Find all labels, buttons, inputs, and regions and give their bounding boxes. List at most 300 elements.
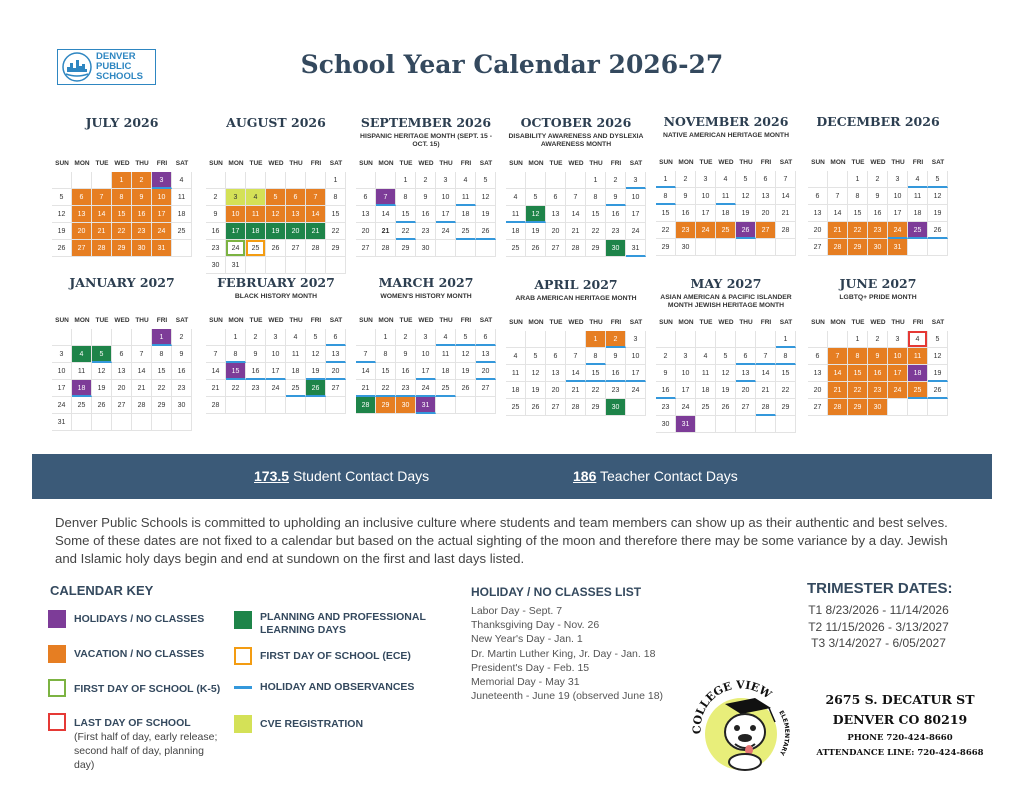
empty-day-cell (306, 172, 326, 189)
weekday-header: THU (135, 160, 149, 167)
calendar-day: 6 (808, 188, 828, 205)
calendar-day: 11 (172, 189, 192, 206)
empty-day-cell (436, 397, 456, 414)
calendar-day: 2 (206, 189, 226, 206)
calendar-day: 24 (626, 223, 646, 240)
calendar-day: 17 (436, 206, 456, 223)
month-calendar (52, 275, 192, 426)
calendar-day: 12 (476, 189, 496, 206)
calendar-day: 21 (206, 380, 226, 397)
month-name: OCTOBER 2026 (520, 115, 632, 130)
empty-day-cell (716, 331, 736, 348)
weekday-header: TUE (851, 159, 865, 166)
calendar-day: 2 (868, 331, 888, 348)
month-subtitle: HISPANIC HERITAGE MONTH (SEPT. 15 - OCT. 15) (360, 133, 492, 148)
calendar-day: 22 (396, 223, 416, 240)
weekday-header: FRI (760, 319, 772, 326)
weekday-header: THU (589, 319, 603, 326)
weekday-header: TUE (249, 160, 263, 167)
list-item: Dr. Martin Luther King, Jr. Day - Jan. 18 (471, 647, 656, 660)
month-day-grid (356, 312, 496, 414)
calendar-day: 22 (112, 223, 132, 240)
calendar-day: 16 (656, 382, 676, 399)
calendar-day: 30 (206, 257, 226, 274)
planning-swatch (234, 611, 252, 629)
month-name: JUNE 2027 (839, 276, 917, 291)
calendar-day: 5 (526, 348, 546, 365)
calendar-day: 2 (606, 172, 626, 189)
calendar-day: 20 (736, 382, 756, 399)
calendar-day: 18 (696, 382, 716, 399)
weekday-header: MON (678, 159, 694, 166)
empty-day-cell (306, 397, 326, 414)
weekday-header: TUE (95, 317, 109, 324)
calendar-day: 30 (416, 240, 436, 257)
calendar-day: 5 (476, 172, 496, 189)
month-name: SEPTEMBER 2026 (360, 115, 492, 130)
calendar-day: 16 (868, 205, 888, 222)
weekday-header: SAT (931, 159, 945, 166)
month-subtitle (52, 133, 192, 149)
calendar-day: 2 (396, 329, 416, 346)
weekday-header: THU (135, 317, 149, 324)
empty-day-cell (566, 172, 586, 189)
calendar-day: 19 (526, 382, 546, 399)
weekday-header: THU (289, 160, 303, 167)
calendar-day: 27 (286, 240, 306, 257)
empty-day-cell (92, 414, 112, 431)
month-name: NOVEMBER 2026 (663, 114, 789, 129)
calendar-day: 24 (888, 382, 908, 399)
calendar-day: 7 (776, 171, 796, 188)
empty-day-cell (696, 416, 716, 433)
calendar-day: 12 (52, 206, 72, 223)
calendar-day: 1 (848, 171, 868, 188)
calendar-day: 7 (206, 346, 226, 363)
calendar-day: 4 (908, 171, 928, 188)
calendar-day: 4 (172, 172, 192, 189)
calendar-day: 5 (928, 171, 948, 188)
key-first-day-ece: FIRST DAY OF SCHOOL (ECE) (234, 647, 411, 665)
college-view-emblem (683, 672, 799, 778)
empty-day-cell (266, 257, 286, 274)
weekday-header: MON (74, 160, 90, 167)
list-item: T2 11/15/2026 - 3/13/2027 (808, 619, 949, 634)
calendar-key-title: CALENDAR KEY (50, 583, 154, 598)
weekday-header: THU (891, 159, 905, 166)
calendar-day: 29 (586, 240, 606, 257)
calendar-day: 22 (656, 222, 676, 239)
calendar-day: 30 (868, 399, 888, 416)
empty-day-cell (456, 240, 476, 257)
calendar-day: 18 (436, 363, 456, 380)
weekday-header: TUE (399, 317, 413, 324)
holiday-list (471, 604, 663, 703)
calendar-day: 15 (586, 206, 606, 223)
calendar-day: 23 (676, 222, 696, 239)
month-subtitle: WOMEN'S HISTORY MONTH (380, 293, 472, 300)
month-day-grid (808, 314, 948, 416)
calendar-day: 20 (112, 380, 132, 397)
month-calendar (656, 276, 796, 428)
calendar-day: 13 (756, 188, 776, 205)
key-observances: HOLIDAY AND OBSERVANCES (234, 680, 414, 694)
calendar-day: 21 (828, 222, 848, 239)
calendar-day: 2 (656, 348, 676, 365)
calendar-day: 13 (356, 206, 376, 223)
calendar-day: 24 (626, 382, 646, 399)
calendar-day: 22 (586, 223, 606, 240)
calendar-day: 3 (696, 171, 716, 188)
calendar-day: 21 (566, 382, 586, 399)
empty-day-cell (172, 414, 192, 431)
weekday-header: SUN (659, 159, 673, 166)
weekday-header: FRI (460, 160, 472, 167)
weekday-header: SUN (359, 160, 373, 167)
calendar-day: 11 (286, 346, 306, 363)
calendar-day: 25 (716, 222, 736, 239)
calendar-day: 9 (396, 346, 416, 363)
empty-day-cell (132, 414, 152, 431)
calendar-day: 29 (848, 399, 868, 416)
calendar-day: 28 (756, 399, 776, 416)
calendar-day: 14 (566, 365, 586, 382)
calendar-day: 3 (52, 346, 72, 363)
calendar-day: 20 (756, 205, 776, 222)
emblem-top-text: COLLEGE VIEW (690, 678, 774, 735)
weekday-header: SAT (779, 159, 793, 166)
calendar-day: 6 (736, 348, 756, 365)
calendar-day: 18 (456, 206, 476, 223)
weekday-header: SAT (175, 160, 189, 167)
calendar-day: 30 (606, 399, 626, 416)
empty-day-cell (776, 239, 796, 256)
calendar-day: 11 (246, 206, 266, 223)
calendar-day: 2 (606, 331, 626, 348)
calendar-day: 3 (888, 331, 908, 348)
calendar-day: 16 (606, 206, 626, 223)
weekday-header: FRI (912, 159, 924, 166)
empty-day-cell (246, 397, 266, 414)
calendar-day: 18 (246, 223, 266, 240)
calendar-day: 3 (626, 331, 646, 348)
calendar-day: 28 (356, 397, 376, 414)
calendar-day: 14 (356, 363, 376, 380)
calendar-day: 18 (908, 365, 928, 382)
calendar-day: 22 (326, 223, 346, 240)
calendar-day: 6 (756, 171, 776, 188)
list-item: Memorial Day - May 31 (471, 676, 580, 689)
month-name: MARCH 2027 (378, 275, 474, 290)
weekday-header: MON (830, 159, 846, 166)
emblem-side-text: ELEMENTARY (777, 709, 791, 757)
calendar-day: 29 (848, 239, 868, 256)
calendar-day: 17 (52, 380, 72, 397)
weekday-header: FRI (310, 317, 322, 324)
calendar-day: 19 (92, 380, 112, 397)
empty-day-cell (526, 331, 546, 348)
calendar-day: 5 (266, 189, 286, 206)
calendar-day: 15 (152, 363, 172, 380)
empty-day-cell (132, 329, 152, 346)
calendar-day: 20 (326, 363, 346, 380)
weekday-header: MON (378, 160, 394, 167)
calendar-day: 10 (626, 348, 646, 365)
calendar-day: 26 (266, 240, 286, 257)
calendar-day: 1 (226, 329, 246, 346)
weekday-header: MON (228, 317, 244, 324)
calendar-day: 8 (656, 188, 676, 205)
empty-day-cell (306, 257, 326, 274)
weekday-header: THU (891, 319, 905, 326)
calendar-day: 15 (326, 206, 346, 223)
calendar-day: 29 (586, 399, 606, 416)
calendar-day: 3 (436, 172, 456, 189)
weekday-header: THU (739, 319, 753, 326)
calendar-day: 27 (72, 240, 92, 257)
calendar-day: 1 (112, 172, 132, 189)
weekday-header: TUE (549, 319, 563, 326)
month-day-grid (656, 154, 796, 256)
calendar-day: 25 (456, 223, 476, 240)
calendar-day: 29 (656, 239, 676, 256)
calendar-day: 2 (868, 171, 888, 188)
empty-day-cell (376, 172, 396, 189)
weekday-header: TUE (699, 159, 713, 166)
calendar-day: 19 (52, 223, 72, 240)
calendar-day: 1 (776, 331, 796, 348)
calendar-day: 12 (92, 363, 112, 380)
calendar-day: 24 (226, 240, 246, 257)
calendar-day: 23 (246, 380, 266, 397)
empty-day-cell (716, 239, 736, 256)
calendar-day: 22 (226, 380, 246, 397)
student-contact-days: 173.5 Student Contact Days (254, 468, 430, 484)
calendar-day: 23 (606, 223, 626, 240)
weekday-header: MON (74, 317, 90, 324)
calendar-day: 28 (92, 240, 112, 257)
calendar-day: 26 (736, 222, 756, 239)
calendar-day: 25 (696, 399, 716, 416)
empty-day-cell (808, 331, 828, 348)
empty-day-cell (506, 331, 526, 348)
calendar-day: 31 (626, 240, 646, 257)
empty-day-cell (266, 172, 286, 189)
calendar-day: 28 (306, 240, 326, 257)
calendar-day: 25 (436, 380, 456, 397)
calendar-day: 16 (246, 363, 266, 380)
calendar-day: 13 (286, 206, 306, 223)
empty-day-cell (266, 397, 286, 414)
k5-swatch (48, 679, 66, 697)
calendar-day: 15 (848, 205, 868, 222)
empty-day-cell (736, 416, 756, 433)
calendar-day: 26 (526, 240, 546, 257)
calendar-day: 7 (756, 348, 776, 365)
empty-day-cell (908, 239, 928, 256)
calendar-day: 14 (828, 205, 848, 222)
calendar-day: 28 (776, 222, 796, 239)
calendar-day: 3 (626, 172, 646, 189)
calendar-day: 25 (908, 382, 928, 399)
month-subtitle: NATIVE AMERICAN HERITAGE MONTH (663, 132, 789, 139)
calendar-day: 9 (132, 189, 152, 206)
calendar-day: 5 (716, 348, 736, 365)
trimester-list (801, 602, 956, 652)
calendar-day: 12 (526, 365, 546, 382)
empty-day-cell (72, 172, 92, 189)
month-calendar (808, 276, 948, 411)
calendar-day: 27 (112, 397, 132, 414)
logo-line: DENVER (96, 51, 136, 62)
calendar-day: 31 (52, 414, 72, 431)
calendar-day: 7 (828, 348, 848, 365)
month-subtitle (206, 133, 346, 149)
weekday-header: MON (528, 319, 544, 326)
calendar-day: 30 (868, 239, 888, 256)
calendar-day: 1 (326, 172, 346, 189)
empty-day-cell (908, 399, 928, 416)
calendar-day: 4 (506, 348, 526, 365)
calendar-day: 6 (476, 329, 496, 346)
calendar-day: 14 (828, 365, 848, 382)
calendar-day: 24 (888, 222, 908, 239)
calendar-day: 4 (72, 346, 92, 363)
calendar-day: 6 (356, 189, 376, 206)
empty-day-cell (928, 239, 948, 256)
calendar-day: 9 (868, 188, 888, 205)
empty-day-cell (626, 399, 646, 416)
calendar-day: 2 (416, 172, 436, 189)
weekday-header: FRI (310, 160, 322, 167)
calendar-day: 23 (396, 380, 416, 397)
vacation-swatch (48, 645, 66, 663)
calendar-day: 28 (376, 240, 396, 257)
calendar-day: 12 (456, 346, 476, 363)
calendar-day: 4 (436, 329, 456, 346)
weekday-header: WED (114, 160, 130, 167)
calendar-day: 25 (908, 222, 928, 239)
calendar-day: 9 (172, 346, 192, 363)
calendar-day: 2 (676, 171, 696, 188)
key-planning: PLANNING AND PROFESSIONAL LEARNING DAYS (234, 611, 450, 637)
calendar-day: 11 (696, 365, 716, 382)
calendar-day: 3 (676, 348, 696, 365)
calendar-day: 10 (696, 188, 716, 205)
weekday-header: FRI (460, 317, 472, 324)
calendar-day: 26 (52, 240, 72, 257)
calendar-day: 28 (828, 399, 848, 416)
calendar-day: 13 (72, 206, 92, 223)
weekday-header: WED (418, 160, 434, 167)
calendar-day: 14 (376, 206, 396, 223)
weekday-header: TUE (95, 160, 109, 167)
calendar-day: 21 (776, 205, 796, 222)
weekday-header: SUN (55, 160, 69, 167)
key-holidays: HOLIDAYS / NO CLASSES (48, 610, 204, 628)
list-item: President's Day - Feb. 15 (471, 661, 590, 674)
calendar-day: 1 (396, 172, 416, 189)
calendar-day: 1 (152, 329, 172, 346)
calendar-day: 22 (586, 382, 606, 399)
calendar-day: 19 (736, 205, 756, 222)
empty-day-cell (546, 331, 566, 348)
calendar-day: 26 (928, 382, 948, 399)
calendar-day: 2 (246, 329, 266, 346)
calendar-day: 12 (736, 188, 756, 205)
empty-day-cell (206, 172, 226, 189)
calendar-day: 20 (808, 382, 828, 399)
calendar-day: 11 (506, 365, 526, 382)
calendar-day: 22 (376, 380, 396, 397)
calendar-day: 19 (306, 363, 326, 380)
weekday-header: WED (418, 317, 434, 324)
calendar-day: 8 (848, 348, 868, 365)
calendar-day: 27 (356, 240, 376, 257)
calendar-day: 11 (908, 188, 928, 205)
empty-day-cell (152, 414, 172, 431)
weekday-header: SUN (659, 319, 673, 326)
month-day-grid (656, 314, 796, 433)
calendar-day: 11 (456, 189, 476, 206)
calendar-day: 29 (396, 240, 416, 257)
calendar-day: 19 (476, 206, 496, 223)
empty-day-cell (808, 171, 828, 188)
month-subtitle: BLACK HISTORY MONTH (234, 293, 318, 300)
calendar-day: 20 (72, 223, 92, 240)
calendar-day: 11 (72, 363, 92, 380)
weekday-header: WED (870, 159, 886, 166)
month-subtitle (52, 293, 192, 309)
calendar-day: 3 (888, 171, 908, 188)
calendar-day: 5 (456, 329, 476, 346)
weekday-header: SAT (479, 317, 493, 324)
calendar-day: 23 (868, 382, 888, 399)
calendar-day: 18 (908, 205, 928, 222)
month-name: DECEMBER 2026 (816, 114, 940, 129)
key-last-day: LAST DAY OF SCHOOL (First half of day, early release; second half of day, planning day) (48, 713, 224, 772)
calendar-day: 8 (376, 346, 396, 363)
calendar-day: 28 (132, 397, 152, 414)
month-name: JULY 2026 (85, 115, 159, 130)
calendar-day: 19 (928, 365, 948, 382)
calendar-day: 5 (52, 189, 72, 206)
month-subtitle (808, 132, 948, 148)
calendar-day: 8 (848, 188, 868, 205)
weekday-header: SUN (209, 160, 223, 167)
calendar-day: 7 (356, 346, 376, 363)
weekday-header: MON (830, 319, 846, 326)
calendar-day: 26 (716, 399, 736, 416)
calendar-day: 22 (776, 382, 796, 399)
calendar-day: 21 (828, 382, 848, 399)
month-day-grid (206, 155, 346, 274)
calendar-day: 19 (266, 223, 286, 240)
list-item: New Year's Day - Jan. 1 (471, 633, 583, 646)
weekday-header: SUN (55, 317, 69, 324)
empty-day-cell (928, 399, 948, 416)
month-name: APRIL 2027 (534, 277, 618, 292)
weekday-header: WED (268, 317, 284, 324)
empty-day-cell (546, 172, 566, 189)
calendar-day: 26 (456, 380, 476, 397)
contact-days-band (32, 454, 992, 499)
empty-day-cell (506, 172, 526, 189)
calendar-day: 23 (416, 223, 436, 240)
calendar-day: 5 (736, 171, 756, 188)
phone-number: PHONE 720-424-8660 (847, 733, 953, 743)
calendar-day: 8 (226, 346, 246, 363)
